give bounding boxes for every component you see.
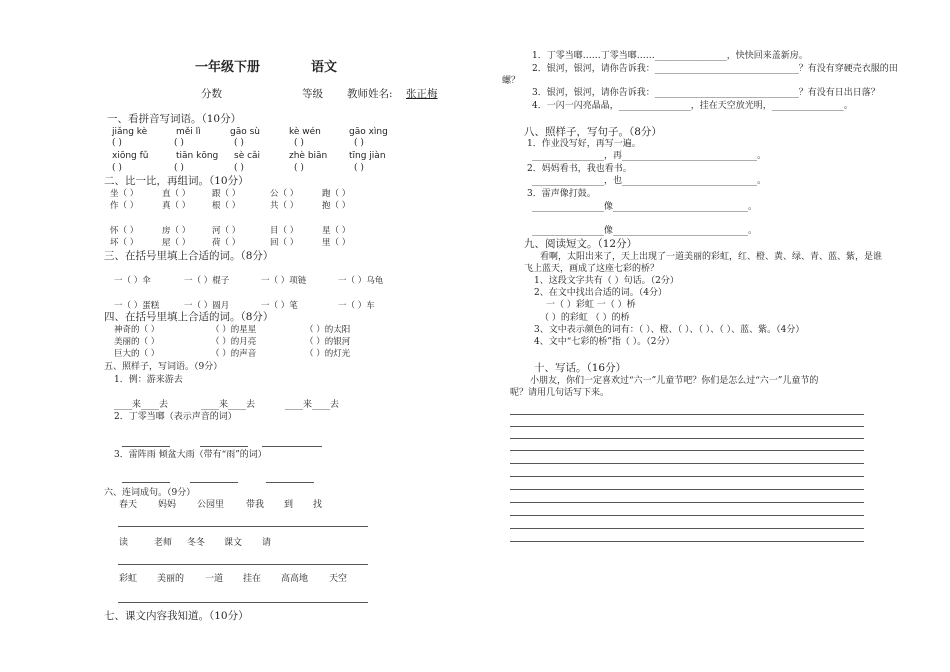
sec1-heading: 一、看拼音写词语。（10分） xyxy=(107,113,242,125)
word-chip: 找 xyxy=(313,500,323,510)
compare-row xyxy=(110,189,350,200)
pinyin-row-2 xyxy=(112,151,386,161)
sec7-heading: 七、课文内容我知道。（10分） xyxy=(104,610,249,622)
word-chip: 一道 xyxy=(205,574,224,584)
word-cell[interactable]: 跟（ ） xyxy=(212,189,241,199)
answer-line[interactable] xyxy=(118,564,368,565)
fill-cell[interactable]: 巨大的（ ） xyxy=(114,349,160,359)
sec9-q2: 2、在文中找出合适的词。（4分） xyxy=(534,288,667,298)
word-chip: 高高地 xyxy=(281,574,309,584)
sec8-q1: 1．作业没写好，再写一遍。 xyxy=(527,139,641,149)
bracket[interactable]: ( ) xyxy=(294,138,304,148)
word-group-2 xyxy=(119,538,271,549)
compare-row xyxy=(110,238,350,249)
fill-cell[interactable]: （ ）的银河 xyxy=(305,337,351,347)
writing-line[interactable] xyxy=(510,414,864,415)
compare-row xyxy=(110,201,350,212)
answer-line[interactable] xyxy=(266,482,314,483)
measure-cell[interactable]: 一（ ）伞 xyxy=(114,276,151,286)
sec6-heading: 六、连词成句。（9分） xyxy=(104,488,196,498)
word-chip: 公园里 xyxy=(197,500,225,510)
sec8-q2: 2．妈妈看书，我也看书。 xyxy=(527,164,632,174)
word-cell[interactable]: 直（ ） xyxy=(162,189,191,199)
measure-cell[interactable]: 一（ ）项链 xyxy=(261,276,307,286)
pinyin: jiǎng kè xyxy=(112,127,148,137)
answer-line[interactable] xyxy=(118,526,368,527)
word-cell[interactable]: 河（ ） xyxy=(212,226,241,236)
writing-line[interactable] xyxy=(510,463,864,464)
measure-row-1 xyxy=(114,276,383,287)
word-chip: 请 xyxy=(262,538,272,548)
measure-cell[interactable]: 一（ ）车 xyxy=(338,301,375,311)
word-cell[interactable]: 抱（ ） xyxy=(322,201,351,211)
writing-line[interactable] xyxy=(510,515,864,516)
sec8-heading: 八、照样子，写句子。（8分） xyxy=(524,126,662,138)
sec7-q2[interactable]: 2．银河，银河，请你告诉我：________________________________？有没有穿硬壳衣服的田 xyxy=(532,64,898,74)
sec7-q2-cont: 螺？ xyxy=(502,76,521,86)
word-cell[interactable]: 坏（ ） xyxy=(110,238,139,248)
bracket[interactable]: ( ) xyxy=(294,163,304,173)
fill-cell[interactable]: ____来____去 xyxy=(285,400,340,410)
writing-line[interactable] xyxy=(510,502,864,503)
bracket[interactable]: ( ) xyxy=(354,163,364,173)
word-cell[interactable]: 公（ ） xyxy=(270,189,299,199)
word-cell[interactable]: 星（ ） xyxy=(322,226,351,236)
sec9-q2-row1[interactable]: 一（ ）彩虹 一（ ）桥 xyxy=(546,300,636,310)
paper-subject: 语文 xyxy=(311,60,338,75)
pinyin: tiān kōng xyxy=(176,151,219,161)
writing-line[interactable] xyxy=(510,528,864,529)
word-cell[interactable]: 目（ ） xyxy=(270,226,299,236)
answer-line[interactable] xyxy=(200,446,248,447)
sec5-example-3: 3．雷阵雨 倾盆大雨（带有“雨”的词） xyxy=(114,450,267,460)
pinyin: kè wén xyxy=(289,127,321,137)
teacher-name: 张正梅 xyxy=(406,88,438,100)
sec8-q2-fill[interactable]: ________________，也______________________________。 xyxy=(532,176,767,186)
word-cell[interactable]: 里（ ） xyxy=(322,238,351,248)
word-cell[interactable]: 怀（ ） xyxy=(110,226,139,236)
fill-cell[interactable]: （ ）的声音 xyxy=(211,349,257,359)
sec7-q3[interactable]: 3．银河，银河，请你告诉我：________________________________？有没有日出日落？ xyxy=(532,88,880,98)
word-chip: 挂在 xyxy=(243,574,262,584)
measure-cell[interactable]: 一（ ）圆月 xyxy=(184,301,230,311)
fill-cell[interactable]: ____来____去 xyxy=(114,400,169,410)
word-cell[interactable]: 屋（ ） xyxy=(162,238,191,248)
word-cell[interactable]: 回（ ） xyxy=(270,238,299,248)
pinyin: zhè biān xyxy=(289,151,328,161)
fill-cell[interactable]: （ ）的灯光 xyxy=(305,349,351,359)
fill-cell[interactable]: 美丽的（ ） xyxy=(114,337,160,347)
word-chip: 彩虹 xyxy=(119,574,138,584)
word-cell[interactable]: 作（ ） xyxy=(110,201,139,211)
bracket[interactable]: ( ) xyxy=(112,138,122,148)
word-cell[interactable]: 房（ ） xyxy=(162,226,191,236)
teacher-label: 教师姓名: xyxy=(347,88,393,100)
word-cell[interactable]: 坐（ ） xyxy=(110,189,139,199)
sec2-heading: 二、比一比，再组词。（10分） xyxy=(104,175,249,187)
sec10-prompt-cont: 呢？请用几句话写下来。 xyxy=(510,388,610,398)
writing-line[interactable] xyxy=(510,541,864,542)
fill-row xyxy=(114,349,350,360)
word-chip: 到 xyxy=(284,500,294,510)
sec8-q1-fill[interactable]: ________________，再______________________________。 xyxy=(532,151,767,161)
sec9-q3[interactable]: 3、文中表示颜色的词有：（ ）、橙、（ ）、（ ）、（ ）、蓝、紫。（4分） xyxy=(534,325,805,335)
measure-cell[interactable]: 一（ ）棍子 xyxy=(184,276,230,286)
measure-cell[interactable]: 一（ ）蛋糕 xyxy=(114,301,160,311)
sec3-heading: 三、在括号里填上合适的词。（8分） xyxy=(104,250,274,262)
bracket[interactable]: ( ) xyxy=(234,138,244,148)
word-group-1 xyxy=(119,500,322,511)
word-chip: 课文 xyxy=(224,538,243,548)
sec8-q3: 3．雷声像打鼓。 xyxy=(527,189,596,199)
answer-line[interactable] xyxy=(262,446,322,447)
sec8-q3-fill-2[interactable]: ________________像______________________________。 xyxy=(532,226,758,236)
pinyin: gāo xìng xyxy=(349,127,388,137)
sec9-q1[interactable]: 1、这段文字共有（ ）句话。（2分） xyxy=(534,276,679,286)
answer-line[interactable] xyxy=(122,446,170,447)
fill-row xyxy=(114,325,350,336)
paper-title: 一年级下册 xyxy=(195,60,261,75)
measure-cell[interactable]: 一（ ）乌龟 xyxy=(338,276,384,286)
pinyin: xiōng fǔ xyxy=(112,151,149,161)
sec8-q3-fill-1[interactable]: ________________像______________________________。 xyxy=(532,202,758,212)
answer-line[interactable] xyxy=(122,482,170,483)
writing-line[interactable] xyxy=(510,450,864,451)
sec9-q2-row2[interactable]: （ ）的彩虹 （ ）的桥 xyxy=(540,313,630,323)
word-chip: 读 xyxy=(119,538,129,548)
pinyin: gāo sù xyxy=(230,127,260,137)
sec7-q4[interactable]: 4．一闪一闪亮晶晶，________________，挂在天空放光明，________________。 xyxy=(532,101,853,111)
bracket[interactable]: ( ) xyxy=(354,138,364,148)
sec5-fill-row xyxy=(114,400,339,411)
fill-cell[interactable]: （ ）的太阳 xyxy=(305,325,351,335)
fill-cell[interactable]: （ ）的星星 xyxy=(211,325,257,335)
word-chip: 老师 xyxy=(154,538,173,548)
compare-row xyxy=(110,226,350,237)
word-chip: 妈妈 xyxy=(158,500,177,510)
bracket[interactable]: ( ) xyxy=(234,163,244,173)
fill-row xyxy=(114,337,350,348)
word-chip: 春天 xyxy=(119,500,138,510)
word-cell[interactable]: 真（ ） xyxy=(162,201,191,211)
bracket[interactable]: ( ) xyxy=(174,138,184,148)
sec10-heading: 十、写话。（16分） xyxy=(534,362,627,374)
writing-line[interactable] xyxy=(510,476,864,477)
answer-brackets-1 xyxy=(112,138,364,149)
bracket[interactable]: ( ) xyxy=(112,163,122,173)
word-cell[interactable]: 跑（ ） xyxy=(322,189,351,199)
answer-brackets-2 xyxy=(112,163,364,174)
fill-cell[interactable]: ____来____去 xyxy=(201,400,256,410)
writing-line[interactable] xyxy=(510,426,864,427)
fill-cell[interactable]: （ ）的月亮 xyxy=(211,337,257,347)
pinyin-row-1 xyxy=(112,127,388,137)
word-cell[interactable]: 荷（ ） xyxy=(212,238,241,248)
sec4-heading: 四、在括号里填上合适的词。（8分） xyxy=(104,311,274,323)
measure-cell[interactable]: 一（ ）笔 xyxy=(261,301,298,311)
fill-cell[interactable]: 神奇的（ ） xyxy=(114,325,160,335)
sec5-example-1: 1．例：游来游去 xyxy=(114,375,183,385)
answer-line[interactable] xyxy=(118,602,368,603)
sec9-heading: 九、阅读短文。（12分） xyxy=(524,238,638,250)
sec10-prompt: 小朋友，你们一定喜欢过“六一”儿童节吧？你们是怎么过“六一”儿童节的 xyxy=(530,376,819,386)
pinyin: měi lì xyxy=(176,127,201,137)
sec9-passage: 看啊，太阳出来了，天上出现了一道美丽的彩虹，红、橙、黄、绿、青、蓝、紫，是谁 xyxy=(540,252,883,262)
sec5-heading: 五、照样子，写词语。（9分） xyxy=(104,362,223,372)
pinyin: sè cǎi xyxy=(234,151,261,161)
pinyin: tīng jiàn xyxy=(349,151,386,161)
word-chip: 冬冬 xyxy=(187,538,206,548)
word-cell[interactable]: 共（ ） xyxy=(270,201,299,211)
writing-line[interactable] xyxy=(510,489,864,490)
sec5-example-2: 2．丁零当啷（表示声音的词） xyxy=(114,412,237,422)
word-chip: 带我 xyxy=(246,500,265,510)
word-group-3 xyxy=(119,574,347,585)
score-label: 分数 xyxy=(201,88,222,100)
sec9-q4[interactable]: 4、文中“七彩的桥”指（ ）。（2分） xyxy=(534,337,675,347)
answer-line[interactable] xyxy=(190,482,238,483)
word-cell[interactable]: 根（ ） xyxy=(212,201,241,211)
writing-line[interactable] xyxy=(510,438,864,439)
word-chip: 美丽的 xyxy=(157,574,185,584)
sec7-q1[interactable]: 1．丁零当啷……丁零当啷……________________，快快回来盖新房。 xyxy=(532,51,808,61)
word-chip: 天空 xyxy=(329,574,348,584)
sec9-passage-cont: 飞上蓝天，画成了这座七彩的桥？ xyxy=(524,264,660,274)
grade-label: 等级 xyxy=(302,88,323,100)
bracket[interactable]: ( ) xyxy=(174,163,184,173)
